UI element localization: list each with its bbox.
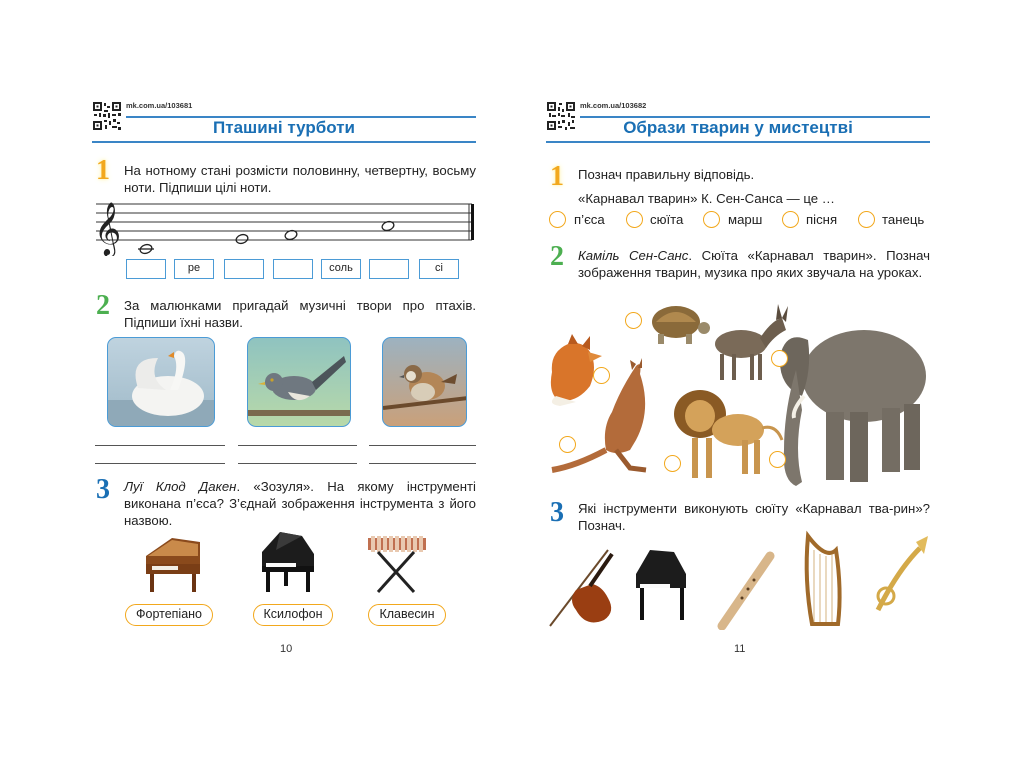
trumpet-icon xyxy=(878,536,928,610)
right-page xyxy=(546,0,930,768)
task-number: 3 xyxy=(550,497,564,528)
piano-icon xyxy=(636,550,686,620)
note-label-box[interactable]: соль xyxy=(321,259,361,279)
task-text xyxy=(578,247,930,281)
task-question: «Карнавал тварин» К. Сен-Санса — це … xyxy=(578,191,835,206)
write-line[interactable] xyxy=(369,463,476,464)
harpsichord-icon xyxy=(142,528,204,594)
answer-option[interactable]: сюїта xyxy=(650,212,684,227)
answer-checkbox[interactable] xyxy=(782,211,799,228)
animal-checkbox[interactable] xyxy=(664,455,681,472)
animal-checkbox[interactable] xyxy=(625,312,642,329)
task-text-rest: . Сюїта «Карнавал тварин». Познач зображення тварин, музика про яких звучала на уроках. xyxy=(578,248,931,280)
music-staff[interactable] xyxy=(92,194,476,256)
answer-checkbox[interactable] xyxy=(703,211,720,228)
resource-url[interactable]: mk.com.ua/103682 xyxy=(580,101,647,110)
resource-url[interactable]: mk.com.ua/103681 xyxy=(126,101,193,110)
treble-clef-icon: 𝄞 xyxy=(94,201,122,255)
grand-piano-icon xyxy=(256,528,318,594)
write-line[interactable] xyxy=(95,463,225,464)
answer-option[interactable]: марш xyxy=(728,212,763,227)
header-rule-bottom xyxy=(92,141,476,143)
composer-name: Камiль Сен-Санс xyxy=(578,248,689,263)
answer-checkbox[interactable] xyxy=(549,211,566,228)
cuckoo-icon xyxy=(248,338,351,427)
task-text: За малюнками пригадай музичні твори про птахів. Підпиши їхні назви. xyxy=(124,298,476,330)
answer-option[interactable]: танець xyxy=(882,212,925,227)
task-text: На нотному стані розмісти половинну, четвертну, восьму ноти. Підпиши цілі ноти. xyxy=(124,163,476,195)
harp-icon xyxy=(807,536,840,624)
answer-option[interactable]: п’єса xyxy=(574,212,605,227)
note-label-box[interactable] xyxy=(126,259,166,279)
write-line[interactable] xyxy=(238,463,357,464)
instrument-label[interactable]: Ксилофон xyxy=(253,604,333,626)
note-label-box[interactable]: ре xyxy=(174,259,214,279)
note-label-box[interactable] xyxy=(273,259,313,279)
task-number: 2 xyxy=(96,290,110,321)
task-number: 3 xyxy=(96,474,110,505)
task-text: Які інструменти виконують сюїту «Карнавал тва-рин»? Познач. xyxy=(578,501,930,533)
page-header xyxy=(92,101,476,145)
left-page xyxy=(92,0,476,768)
write-line[interactable] xyxy=(369,445,476,446)
task-text xyxy=(124,478,476,529)
note-label-box[interactable] xyxy=(369,259,409,279)
animal-checkbox[interactable] xyxy=(771,350,788,367)
note-label-box[interactable] xyxy=(224,259,264,279)
cuckoo-photo xyxy=(247,337,351,427)
instruments-illustration xyxy=(546,530,930,630)
write-line[interactable] xyxy=(95,445,225,446)
animals-illustration xyxy=(546,300,930,490)
animal-checkbox[interactable] xyxy=(769,451,786,468)
task-number: 1 xyxy=(96,155,110,186)
xylophone-icon xyxy=(364,532,428,594)
page-number: 10 xyxy=(280,643,293,655)
composer-name: Луї Клод Дакен xyxy=(124,479,237,494)
flute-icon xyxy=(722,556,770,626)
answer-option[interactable]: пісня xyxy=(806,212,838,227)
page-title: Образи тварин у мистецтві xyxy=(623,118,853,137)
page-header xyxy=(546,101,930,145)
answer-checkbox[interactable] xyxy=(858,211,875,228)
swan-icon xyxy=(108,338,215,427)
task-number: 2 xyxy=(550,241,564,272)
task-number: 1 xyxy=(550,161,564,192)
violin-icon xyxy=(550,550,612,626)
write-line[interactable] xyxy=(238,445,357,446)
task-text-rest: . «Зозуля». На якому інструменті виконана п’єса? З’єднай зображення інструмента з його назвою. xyxy=(124,479,476,528)
elephant-icon xyxy=(780,330,926,486)
instrument-label[interactable]: Клавесин xyxy=(368,604,446,626)
turtle-icon xyxy=(652,306,710,344)
task-text: Познач правильну відповідь. xyxy=(578,167,755,182)
page-number: 11 xyxy=(734,643,746,655)
animal-checkbox[interactable] xyxy=(559,436,576,453)
animal-checkbox[interactable] xyxy=(593,367,610,384)
swan-photo xyxy=(107,337,215,427)
sparrow-icon xyxy=(383,338,467,427)
instrument-label[interactable]: Фортепіано xyxy=(125,604,213,626)
page-title: Пташині турботи xyxy=(213,118,355,137)
sparrow-photo xyxy=(382,337,467,427)
lion-icon xyxy=(674,390,782,478)
header-rule-bottom xyxy=(546,141,930,143)
donkey-icon xyxy=(715,304,788,380)
answer-checkbox[interactable] xyxy=(626,211,643,228)
note-label-box[interactable]: сі xyxy=(419,259,459,279)
